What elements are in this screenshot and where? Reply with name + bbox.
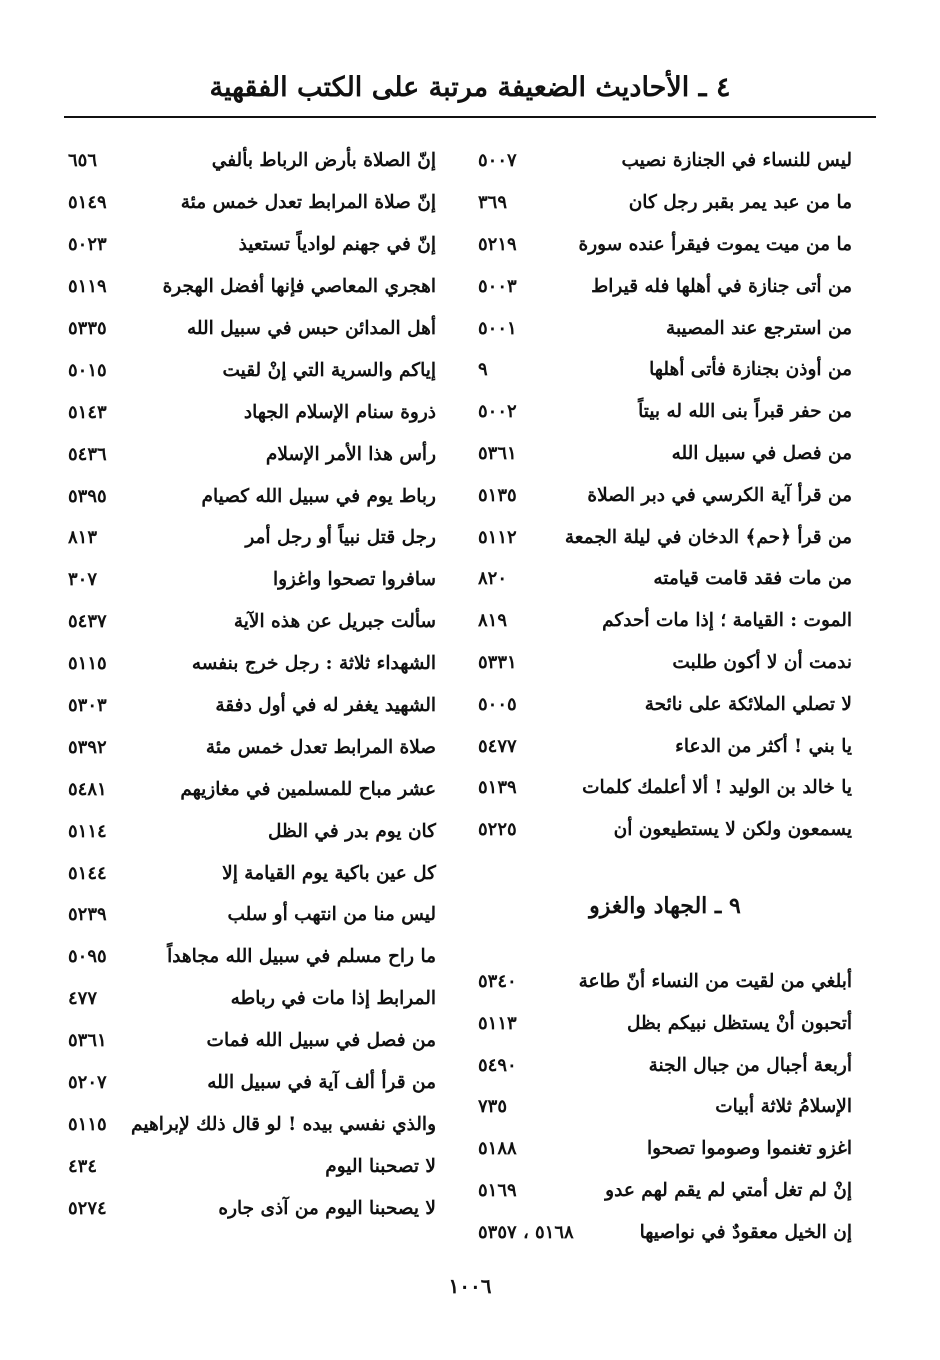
index-entry <box>68 852 436 894</box>
entry-text: من فصل في سبيل الله فمات <box>206 1030 436 1052</box>
entry-number: ٥١٦٩ <box>478 1179 517 1201</box>
index-entry <box>478 433 852 475</box>
index-entry <box>478 1170 852 1212</box>
entry-number: ٥٠١٥ <box>68 359 107 381</box>
index-entry <box>478 600 852 642</box>
entry-number: ٥٣٣١ <box>478 651 517 673</box>
entry-text: الشهيد يغفر له في أول دفقة <box>215 695 436 717</box>
header-rule <box>64 116 876 118</box>
entry-text: سألت جبريل عن هذه الآية <box>233 611 436 633</box>
entry-number: ٥١٤٣ <box>68 401 107 423</box>
entry-list-bottom <box>478 961 852 1254</box>
index-entry <box>478 1128 852 1170</box>
index-entry <box>478 474 852 516</box>
entry-text: كل عين باكية يوم القيامة إلا <box>222 862 436 884</box>
entry-number: ٥٠٠٢ <box>478 401 517 423</box>
entry-number: ٥٣٤٠ <box>478 970 517 992</box>
index-entry <box>478 767 852 809</box>
entry-text: سافروا تصحوا واغزوا <box>272 569 436 591</box>
entry-text: ما من ميت يموت فيقرأ عنده سورة <box>578 233 852 255</box>
entry-text: إنّ في جهنم لوادياً تستعيذ <box>238 234 436 256</box>
section-title: ٩ ـ الجهاد والغزو <box>589 892 741 919</box>
index-entry <box>68 1145 436 1187</box>
entry-text: أهل المدائن حبس في سبيل الله <box>186 318 436 339</box>
entry-text: يسمعون ولكن لا يستطيعون أن <box>613 819 852 841</box>
entry-text: من قرأ ألف آية في سبيل الله <box>207 1072 436 1094</box>
index-entry <box>68 224 436 266</box>
index-entry <box>68 768 436 810</box>
index-entry <box>68 1187 436 1229</box>
entry-number: ٥١١٣ <box>478 1012 517 1034</box>
index-entry <box>68 517 436 559</box>
entry-text: ما راح مسلم في سبيل الله مجاهداً <box>167 946 436 968</box>
entry-text: الشهداء ثلاثة : رجل خرج بنفسه <box>191 653 436 675</box>
entry-number: ٥٠٢٣ <box>68 234 107 256</box>
index-entry <box>478 642 852 684</box>
index-entry <box>68 810 436 852</box>
entry-text: عشر مباح للمسلمين في مغازيهم <box>180 778 436 800</box>
entry-number: ٥٢٢٥ <box>478 819 517 841</box>
entry-text: ما من عبد يمر بقبر رجل كان <box>628 192 852 214</box>
index-entry <box>478 809 852 851</box>
index-entry <box>68 1062 436 1104</box>
entry-number: ٥١٨٨ <box>478 1138 517 1160</box>
entry-number: ٥٣٩٢ <box>68 736 107 758</box>
page-header-title: ٤ ـ الأحاديث الضعيفة مرتبة على الكتب الفقهية <box>209 72 731 103</box>
entry-text: أبلغي من لقيت من النساء أنّ طاعة <box>578 970 852 992</box>
entry-number: ٥٣٩٥ <box>68 485 107 507</box>
entry-number: ٨١٩ <box>478 610 508 632</box>
entry-text: إياكم والسرية التي إنْ لقيت <box>222 359 436 381</box>
entry-number: ٥١١٥ <box>68 653 107 675</box>
index-entry <box>68 140 436 182</box>
index-entry <box>478 391 852 433</box>
entry-number: ٥٤٨١ <box>68 778 107 800</box>
entry-text: من مات فقد قامت قيامته <box>653 568 852 590</box>
index-entry <box>68 726 436 768</box>
entry-text: كان يوم بدر في الظل <box>268 820 436 842</box>
entry-text: الإسلامُ ثلاثة أبيات <box>715 1096 852 1118</box>
entry-list-top <box>478 140 852 851</box>
entry-text: إنْ لم تغل أمتي لم يقم لهم عدو <box>605 1179 852 1201</box>
index-entry <box>478 683 852 725</box>
entry-number: ٤٧٧ <box>68 988 98 1010</box>
entry-number: ٥٢٣٩ <box>68 904 107 926</box>
index-entry <box>478 349 852 391</box>
entry-number: ٥٤٣٧ <box>68 611 107 633</box>
entry-number: ٥١٦٨ ، ٥٣٥٧ <box>478 1221 574 1243</box>
entry-number: ٦٥٦ <box>68 150 98 172</box>
index-entry <box>478 307 852 349</box>
entry-number: ٥٠٩٥ <box>68 946 107 968</box>
entry-text: لا يصحبنا اليوم من آذى جاره <box>218 1197 436 1219</box>
entry-text: إنّ الصلاة بأرض الرباط بألفي <box>211 150 436 172</box>
entry-number: ٧٣٥ <box>478 1096 508 1118</box>
index-entry <box>68 601 436 643</box>
entry-number: ٥١٣٩ <box>478 777 517 799</box>
entry-number: ٥٤٣٦ <box>68 443 107 465</box>
entry-text: المرابط إذا مات في رباطه <box>230 988 436 1010</box>
entry-number: ٥٣٦١ <box>68 1030 107 1052</box>
entry-number: ٥٤٩٠ <box>478 1054 517 1076</box>
entry-text: إن الخيل معقودٌ في نواصيها <box>639 1221 852 1243</box>
index-entry <box>68 1020 436 1062</box>
entry-text: ليس للنساء في الجنازة نصيب <box>621 150 852 172</box>
entry-number: ٥٤٧٧ <box>478 735 517 757</box>
entry-text: إنّ صلاة المرابط تعدل خمس مئة <box>180 192 436 214</box>
index-entry <box>68 266 436 308</box>
entry-number: ٥١١٥ <box>68 1113 107 1135</box>
index-entry <box>68 308 436 350</box>
entry-number: ٥١٣٥ <box>478 484 517 506</box>
entry-number: ٣٦٩ <box>478 192 508 214</box>
index-column-right <box>478 140 852 1253</box>
entry-text: والذي نفسي بيده ! لو قال ذلك لإبراهيم <box>131 1113 436 1135</box>
entry-text: من فصل في سبيل الله <box>671 442 852 464</box>
index-entry <box>68 559 436 601</box>
entry-text: من قرأ آية الكرسي في دبر الصلاة <box>587 484 852 506</box>
index-entry <box>68 936 436 978</box>
entry-number: ٥٢٠٧ <box>68 1072 107 1094</box>
entry-text: اهجري المعاصي فإنها أفضل الهجرة <box>162 276 436 298</box>
index-entry <box>478 224 852 266</box>
index-entry <box>478 1086 852 1128</box>
index-entry <box>68 349 436 391</box>
entry-text: رجل قتل نبياً أو رجل أمر <box>245 527 436 549</box>
entry-number: ٨١٣ <box>68 527 98 549</box>
index-entry <box>68 475 436 517</box>
entry-text: رأس هذا الأمر الإسلام <box>265 443 436 465</box>
entry-number: ٥٠٠٣ <box>478 275 517 297</box>
index-entry <box>68 894 436 936</box>
index-entry <box>478 182 852 224</box>
entry-number: ٥١٤٩ <box>68 192 107 214</box>
entry-text: لا تصحبنا اليوم <box>325 1155 436 1177</box>
entry-number: ٥١١٤ <box>68 820 107 842</box>
entry-number: ٩ <box>478 359 488 381</box>
entry-number: ٥١٤٤ <box>68 862 107 884</box>
entry-text: ذروة سنام الإسلام الجهاد <box>243 401 436 423</box>
index-entry <box>478 1002 852 1044</box>
entry-number: ٥٢١٩ <box>478 233 517 255</box>
entry-number: ٥١١٩ <box>68 276 107 298</box>
index-entry <box>68 391 436 433</box>
entry-number: ٥٣٦١ <box>478 442 517 464</box>
entry-text: صلاة المرابط تعدل خمس مئة <box>205 736 436 758</box>
entry-number: ٥٠٠٥ <box>478 693 517 715</box>
entry-text: يا بني ! أكثر من الدعاء <box>675 735 852 757</box>
index-entry <box>68 643 436 685</box>
entry-number: ٥٣٠٣ <box>68 695 107 717</box>
index-entry <box>478 1211 852 1253</box>
index-entry <box>68 978 436 1020</box>
entry-text: رباط يوم في سبيل الله كصيام <box>201 485 436 507</box>
entry-number: ٥٢٧٤ <box>68 1197 107 1219</box>
entry-text: من حفر قبراً بنى الله له بيتاً <box>638 401 852 423</box>
entry-number: ٥٠٠٧ <box>478 150 517 172</box>
index-entry <box>478 140 852 182</box>
index-entry <box>478 558 852 600</box>
index-entry <box>478 516 852 558</box>
entry-text: أربعة أجبال من جبال الجنة <box>648 1054 852 1076</box>
index-entry <box>478 265 852 307</box>
index-entry <box>478 725 852 767</box>
index-entry <box>68 1103 436 1145</box>
index-entry <box>68 433 436 475</box>
index-entry <box>68 685 436 727</box>
entry-text: لا تصلي الملائكة على نائحة <box>644 693 852 715</box>
index-entry <box>478 961 852 1003</box>
entry-text: ليس منا من انتهب أو سلب <box>227 904 436 926</box>
index-entry <box>68 182 436 224</box>
entry-number: ٥١١٢ <box>478 526 517 548</box>
page-number: ١٠٠٦ <box>448 1274 492 1298</box>
entry-number: ٣٠٧ <box>68 569 98 591</box>
entry-text: يا خالد بن الوليد ! ألا أعلمك كلمات <box>582 777 852 799</box>
entry-text: أتحبون أنْ يستظل نبيكم بظل <box>626 1012 852 1034</box>
entry-number: ٥٣٣٥ <box>68 318 107 339</box>
entry-text: اغزو تغنموا وصوموا تصحوا <box>647 1138 852 1160</box>
entry-number: ٥٠٠١ <box>478 317 517 339</box>
entry-number: ٤٣٤ <box>68 1155 98 1177</box>
entry-text: من استرجع عند المصيبة <box>666 317 852 339</box>
entry-text: من أوذن بجنازة فأتى أهلها <box>649 359 852 381</box>
entry-text: من قرأ ﴿حم﴾ الدخان في ليلة الجمعة <box>564 526 852 548</box>
entry-number: ٨٢٠ <box>478 568 508 590</box>
entry-text: من أتى جنازة في أهلها فله قيراط <box>591 275 852 297</box>
index-column-left <box>68 140 436 1229</box>
index-entry <box>478 1044 852 1086</box>
entry-text: الموت : القيامة ؛ إذا مات أحدكم <box>602 610 852 632</box>
entry-text: ندمت أن لا أكون طلبت <box>672 651 852 673</box>
